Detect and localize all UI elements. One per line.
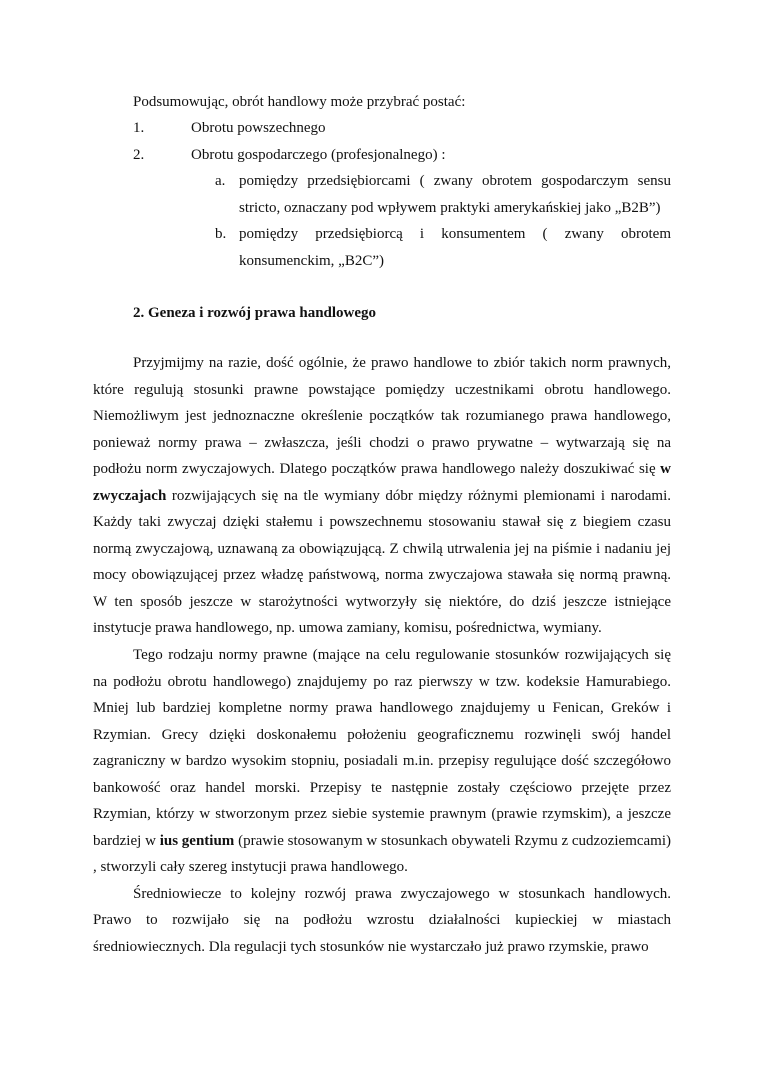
bold-phrase: ius gentium bbox=[159, 832, 235, 849]
intro-line: Podsumowując, obrót handlowy może przybrać postać: bbox=[133, 94, 466, 110]
paragraph-text: rozwijających się na tle wymiany dóbr między różnymi plemionami i narodami. Każdy taki zwyczaj dzięki stałemu i powszechnemu stosowaniu stawał się z biegiem czasu normą zwyczajową, uznawaną za obowiązującą. Z chwilą utrwalenia jej na piśmie i nadaniu jej mocy obowiązującej przez władzę państwową, norma zwyczajowa stawała się normą prawną. W ten sposób jeszcze w starożytności wytworzyły się niektóre, do dziś jeszcze istniejące instytucje prawa handlowego, np. umowa zamiany, komisu, pośrednictwa, wymiany. bbox=[93, 487, 671, 637]
paragraph-2 bbox=[93, 642, 671, 881]
list-number: 2. bbox=[133, 146, 145, 163]
sub-item-text: pomiędzy przedsiębiorcą i konsumentem ( zwany obrotem konsumenckim, „B2C”) bbox=[239, 226, 671, 269]
body-text bbox=[93, 350, 671, 961]
paragraph-text: Przyjmijmy na razie, dość ogólnie, że prawo handlowe to zbiór takich norm prawnych, które regulują stosunki prawne powstające pomiędzy uczestnikami obrotu handlowego. Niemożliwym jest jednoznaczne określenie początków tak rozumianego prawa handlowego, ponieważ normy prawa – zwłaszcza, jeśli chodzi o prawo prywatne – wytwarzają się na podłożu norm zwyczajowych. Dlatego początków prawa handlowego należy doszukiwać się bbox=[93, 355, 671, 478]
list-text: Obrotu powszechnego bbox=[191, 120, 326, 136]
paragraph-3 bbox=[93, 881, 671, 961]
paragraph-text: Średniowiecze to kolejny rozwój prawa zwyczajowego w stosunkach handlowych. Prawo to rozwijało się na podłożu wzrostu działalności kupieckiej w miastach średniowiecznych. Dla regulacji tych stosunków nie wystarczało już prawo rzymskie, prawo bbox=[93, 885, 671, 956]
list-text: Obrotu gospodarczego (profesjonalnego) : bbox=[191, 146, 446, 163]
paragraph-text: Tego rodzaju normy prawne (mające na celu regulowanie stosunków rozwijających się na podłożu obrotu handlowego) znajdujemy po raz pierwszy w tzw. kodeksie Hamurabiego. Mniej lub bardziej kompletne normy prawa handlowego znajdujemy u Fenican, Greków i Rzymian. Grecy dzięki doskonałemu położeniu geograficznemu rozwinęli swój handel zagraniczny w bardzo wysokim stopniu, posiadali m.in. przepisy regulujące dość szczegółowo bankowość oraz handel morski. Przepisy te następnie zostały częściowo przejęte przez Rzymian, którzy w stworzonym przez siebie systemie prawnym (prawie rzymskim), a jeszcze bardziej w bbox=[93, 647, 671, 849]
sub-item-a bbox=[215, 168, 671, 221]
sub-list bbox=[215, 168, 671, 274]
sub-item-b bbox=[215, 221, 671, 274]
bold-phrase: w zwyczajach bbox=[93, 461, 671, 504]
sub-item-letter: b. bbox=[215, 226, 227, 242]
section-heading: 2. Geneza i rozwój prawa handlowego bbox=[133, 305, 377, 321]
list-number: 1. bbox=[133, 120, 145, 136]
list-item-2 bbox=[133, 142, 446, 169]
list-item-1 bbox=[133, 115, 326, 142]
sub-item-text: pomiędzy przedsiębiorcami ( zwany obrotem gospodarczym sensu stricto, oznaczany pod wpływem praktyki amerykańskiej jako „B2B”) bbox=[239, 173, 671, 216]
paragraph-1 bbox=[93, 350, 671, 642]
sub-item-letter: a. bbox=[215, 173, 226, 189]
paragraph-text: (prawie stosowanym w stosunkach obywateli Rzymu z cudzoziemcami) , stworzyli cały szereg instytucji prawa handlowego. bbox=[93, 832, 672, 876]
